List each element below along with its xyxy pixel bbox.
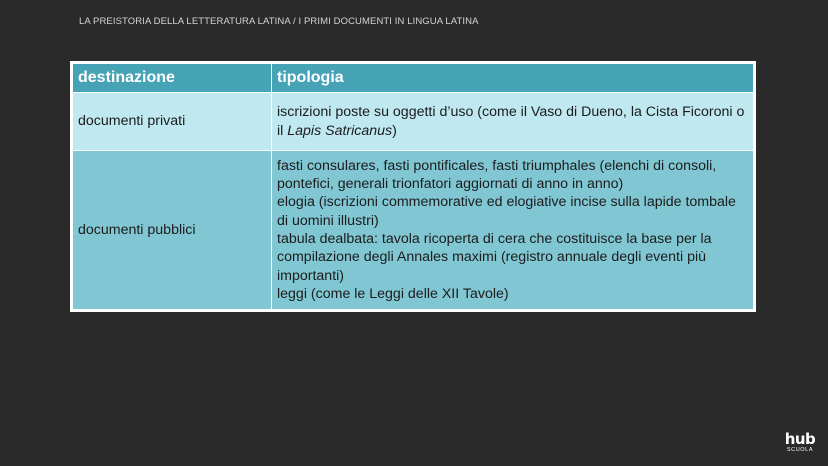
breadcrumb: LA PREISTORIA DELLA LETTERATURA LATINA / I PRIMI DOCUMENTI IN LINGUA LATINA	[79, 16, 479, 27]
cell-destinazione: documenti privati	[73, 93, 272, 151]
tipologia-text: iscrizioni poste su oggetti d’uso (come il Vaso di Dueno, la Cista Ficoroni o il	[277, 104, 745, 139]
column-header-tipologia: tipologia	[272, 64, 754, 93]
cell-destinazione: documenti pubblici	[73, 151, 272, 310]
column-header-destinazione: destinazione	[73, 64, 272, 93]
hub-scuola-logo	[783, 432, 817, 458]
table-row	[73, 151, 754, 310]
logo-main-text: hub	[784, 430, 816, 448]
tipologia-line: elogia (iscrizioni commemorative ed elogiative incise sulla lapide tombale di uomini illustri)	[277, 194, 736, 229]
cell-tipologia	[272, 93, 754, 151]
documents-table	[70, 61, 756, 312]
table-row	[73, 93, 754, 151]
logo-sub-text: SCUOLA	[786, 447, 814, 453]
tipologia-italic-text: Lapis Satricanus	[287, 122, 393, 139]
table-header-row	[73, 64, 754, 93]
cell-tipologia	[272, 151, 754, 310]
tipologia-line: fasti consulares, fasti pontificales, fasti triumphales (elenchi di consoli, pontefici, generali trionfatori aggiornati di anno in anno)	[277, 157, 717, 193]
tipologia-line: leggi (come le Leggi delle XII Tavole)	[277, 285, 509, 302]
tipologia-line: tabula dealbata: tavola ricoperta di cera che costituisce la base per la compilazione degli Annales maximi (registro annuale degli eventi più importanti)	[277, 231, 712, 284]
tipologia-text-end: )	[392, 122, 397, 139]
